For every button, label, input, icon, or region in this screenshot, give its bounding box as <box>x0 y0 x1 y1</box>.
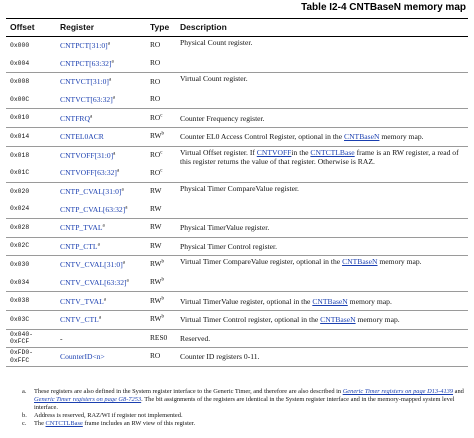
offset-cell: 0x000 <box>10 41 30 49</box>
type-cell <box>146 256 176 274</box>
type-cell <box>146 91 176 109</box>
description-text: Virtual TimerValue register, optional in the <box>180 296 313 306</box>
register-link[interactable]: CNTV_TVAL <box>60 296 104 306</box>
footnote-link[interactable]: CNTCTLBase <box>45 420 83 427</box>
register-link[interactable]: CNTP_TVAL <box>60 223 103 233</box>
type-text: RW <box>150 295 162 305</box>
register-link[interactable]: CNTP_CTL <box>60 241 98 251</box>
register-cell <box>56 237 146 256</box>
type-cell <box>146 37 176 55</box>
description-text: frame is an RW register, a read of this register returns the value of that register. Otherwise is RAZ. <box>180 147 459 166</box>
register-link[interactable]: CNTPCT[31:0] <box>60 41 108 51</box>
footnote-ref: a <box>111 59 114 65</box>
type-cell <box>146 182 176 200</box>
header-type: Type <box>146 19 176 37</box>
table-body <box>6 37 468 367</box>
register-link[interactable]: CNTEL0ACR <box>60 132 104 142</box>
footnote-link[interactable]: Generic Timer registers on page D13-4139 <box>342 388 454 395</box>
description-cell <box>176 37 468 73</box>
register-cell <box>56 146 146 164</box>
description-text: memory map. <box>377 257 422 267</box>
type-text: RW <box>150 259 162 269</box>
header-register: Register <box>56 19 146 37</box>
type-text: RO <box>150 112 161 122</box>
footnote-ref: a <box>116 168 120 174</box>
offset-cell: 0x004 <box>6 55 56 73</box>
register-cell <box>56 91 146 109</box>
footnote-text-part: frame includes an RW view of this register. <box>82 420 196 427</box>
description-text: Physical Timer CompareValue register. <box>180 183 299 193</box>
register-cell <box>56 348 146 367</box>
register-cell <box>56 310 146 329</box>
description-cell <box>176 146 468 182</box>
type-text: RO <box>150 149 161 159</box>
description-text: Counter EL0 Access Control Register, optional in the <box>180 132 344 142</box>
footnote-ref: a <box>125 205 128 211</box>
description-text: Counter Frequency register. <box>180 113 265 123</box>
offset-cell: 0x01C <box>6 164 56 182</box>
footnote-ref: a <box>108 77 112 83</box>
footnote-ref: a <box>102 223 105 229</box>
register-cell <box>56 164 146 182</box>
offset-cell: 0x014 <box>6 127 56 146</box>
offset-cell: 0x010 <box>6 109 56 128</box>
type-cell <box>146 127 176 146</box>
register-cell <box>56 73 146 91</box>
register-cell <box>56 182 146 200</box>
table-title: Table I2-4 CNTBaseN memory map <box>301 2 466 13</box>
footnote-ref: c <box>160 150 163 156</box>
footnote-ref: a <box>112 95 115 101</box>
register-cell <box>56 292 146 311</box>
table-row <box>6 109 468 128</box>
offset-cell: 0xFD0-0xFFC <box>6 348 56 367</box>
footnote-ref: a <box>107 41 110 47</box>
register-cell <box>56 127 146 146</box>
footnote-ref: b <box>161 131 164 137</box>
footnote <box>22 420 468 428</box>
table-row <box>6 218 468 237</box>
table-row <box>6 127 468 146</box>
register-link[interactable]: CNTVCT[63:32] <box>60 95 113 105</box>
type-text: RO <box>150 40 161 50</box>
footnote-text <box>34 412 183 420</box>
type-cell <box>146 73 176 91</box>
footnote-ref: b <box>161 277 164 283</box>
footnote-ref: b <box>161 314 164 320</box>
table-row <box>6 37 468 55</box>
register-link[interactable]: CNTVCT[31:0] <box>60 77 109 87</box>
header-description: Description <box>176 19 468 37</box>
offset-cell: 0x008 <box>10 78 30 86</box>
register-link[interactable]: CNTPCT[63:32] <box>60 58 112 68</box>
description-cell <box>176 256 468 292</box>
description-text: memory map. <box>355 315 400 325</box>
register-text: - <box>60 333 63 343</box>
description-link[interactable]: CNTBaseN <box>312 296 348 306</box>
register-link[interactable]: CNTFRQ <box>60 113 90 123</box>
footnote-text-part: and <box>453 388 464 395</box>
footnote-text-part: . The bit assignments of the registers are identical in the System register interface and in the memory-mapped system level interface. <box>34 396 455 411</box>
table-row <box>6 256 468 274</box>
table-row <box>6 146 468 164</box>
footnote-ref: a <box>89 114 93 120</box>
register-link[interactable]: CNTV_CVAL[63:32] <box>60 277 127 287</box>
description-cell <box>176 348 468 367</box>
table-row <box>6 310 468 329</box>
footnote-label: b. <box>22 412 27 419</box>
register-cell <box>56 329 146 348</box>
register-link[interactable]: CNTV_CTL <box>60 315 99 325</box>
description-text: Virtual Timer Control register, optional in the <box>180 315 321 325</box>
description-text: memory map. <box>347 296 392 306</box>
type-cell <box>146 292 176 311</box>
footnote <box>22 412 468 420</box>
type-cell <box>146 310 176 329</box>
footnote-ref: a <box>126 278 129 284</box>
type-text: RW <box>150 131 162 141</box>
offset-cell: 0x020 <box>10 187 30 195</box>
table-header-row <box>6 19 468 37</box>
type-cell <box>146 348 176 367</box>
description-text: Physical Timer Control register. <box>180 241 278 251</box>
table-row <box>6 292 468 311</box>
type-text: RW <box>150 277 162 287</box>
register-cell <box>56 218 146 237</box>
offset-cell: 0x034 <box>6 274 56 292</box>
table-footnotes <box>22 388 468 428</box>
type-text: RO <box>150 57 161 67</box>
register-link[interactable]: CNTP_CVAL[31:0] <box>60 186 122 196</box>
description-cell <box>176 329 468 348</box>
type-cell <box>146 146 176 164</box>
register-cell <box>56 274 146 292</box>
register-link[interactable]: CNTVOFF[31:0] <box>60 150 114 160</box>
footnote-text <box>34 420 195 428</box>
offset-cell: 0x00C <box>6 91 56 109</box>
type-text: RES0 <box>150 332 168 342</box>
register-link[interactable]: CNTV_CVAL[31:0] <box>60 260 123 270</box>
register-cell <box>56 109 146 128</box>
type-cell <box>146 237 176 256</box>
footnote-ref: a <box>122 260 125 266</box>
footnote <box>22 388 468 412</box>
type-cell <box>146 274 176 292</box>
table-row <box>6 73 468 91</box>
type-cell <box>146 218 176 237</box>
description-cell <box>176 292 468 311</box>
description-text: memory map. <box>379 132 424 142</box>
type-cell <box>146 164 176 182</box>
description-link[interactable]: CNTCTLBase <box>310 147 355 157</box>
offset-cell: 0x018 <box>10 151 30 159</box>
type-text: RO <box>150 167 161 177</box>
description-cell <box>176 182 468 218</box>
description-cell <box>176 127 468 146</box>
footnote-text <box>34 388 468 412</box>
type-text: RO <box>150 94 161 104</box>
description-link[interactable]: CNTBaseN <box>320 315 356 325</box>
footnote-text-part: Address is reserved, RAZ/WI if register not implemented. <box>34 412 183 419</box>
register-link[interactable]: CounterID<n> <box>60 352 105 362</box>
type-cell <box>146 109 176 128</box>
description-cell <box>176 237 468 256</box>
footnote-label: a. <box>22 388 27 395</box>
offset-cell: 0x02C <box>6 237 56 256</box>
description-text: Physical Count register. <box>180 38 253 47</box>
offset-cell: 0x040-0xFCF <box>6 329 56 348</box>
offset-cell: 0x038 <box>6 292 56 311</box>
type-text: RW <box>150 240 162 250</box>
description-cell <box>176 73 468 109</box>
description-link[interactable]: CNTBaseN <box>344 132 380 142</box>
table-row <box>6 182 468 200</box>
register-link[interactable]: CNTP_CVAL[63:32] <box>60 204 126 214</box>
footnote-ref: a <box>97 242 100 248</box>
table-row <box>6 329 468 348</box>
register-cell <box>56 256 146 274</box>
type-text: RO <box>150 351 161 361</box>
description-link[interactable]: CNTBaseN <box>342 257 378 267</box>
table-row <box>6 237 468 256</box>
description-cell <box>176 218 468 237</box>
description-text: Counter ID registers 0-11. <box>180 352 260 362</box>
description-text: Virtual Count register. <box>180 74 248 84</box>
type-cell <box>146 329 176 348</box>
footnote-ref: a <box>113 151 116 157</box>
description-text: Reserved. <box>180 333 211 343</box>
type-text: RW <box>150 186 162 196</box>
description-text: Virtual Timer CompareValue register, optional in the <box>180 257 343 267</box>
footnote-text-part: These registers are also defined in the System register interface to the Generic Timer, and therefore are also described in <box>34 388 343 395</box>
description-text: in the <box>291 147 311 157</box>
header-offset: Offset <box>6 19 56 37</box>
memory-map-table <box>6 18 468 367</box>
register-cell <box>56 55 146 73</box>
table-row <box>6 348 468 367</box>
type-cell <box>146 55 176 73</box>
offset-cell: 0x024 <box>6 200 56 218</box>
footnote-ref: a <box>98 315 102 321</box>
type-text: RW <box>150 314 162 324</box>
description-cell <box>176 310 468 329</box>
type-text: RO <box>150 76 161 86</box>
type-cell <box>146 200 176 218</box>
description-cell <box>176 109 468 128</box>
description-text: Virtual Offset register. If <box>180 147 257 157</box>
footnote-ref: b <box>161 260 164 266</box>
footnote-ref: c <box>160 168 163 174</box>
offset-cell: 0x028 <box>6 218 56 237</box>
footnote-ref: a <box>103 297 106 303</box>
register-link[interactable]: CNTVOFF[63:32] <box>60 168 117 178</box>
description-text: Physical TimerValue register. <box>180 223 270 233</box>
type-text: RW <box>150 222 162 232</box>
type-text: RW <box>150 203 162 213</box>
footnote-ref: b <box>161 296 164 302</box>
footnote-link[interactable]: Generic Timer registers on page G8-7253 <box>34 396 142 403</box>
register-cell <box>56 200 146 218</box>
offset-cell: 0x030 <box>10 261 30 269</box>
offset-cell: 0x03C <box>6 310 56 329</box>
footnote-ref: a <box>121 187 124 193</box>
footnote-label: c. <box>22 420 27 427</box>
footnote-ref: c <box>160 113 163 119</box>
description-link[interactable]: CNTVOFF <box>256 147 292 157</box>
register-cell <box>56 37 146 55</box>
footnote-text-part: The <box>34 420 46 427</box>
